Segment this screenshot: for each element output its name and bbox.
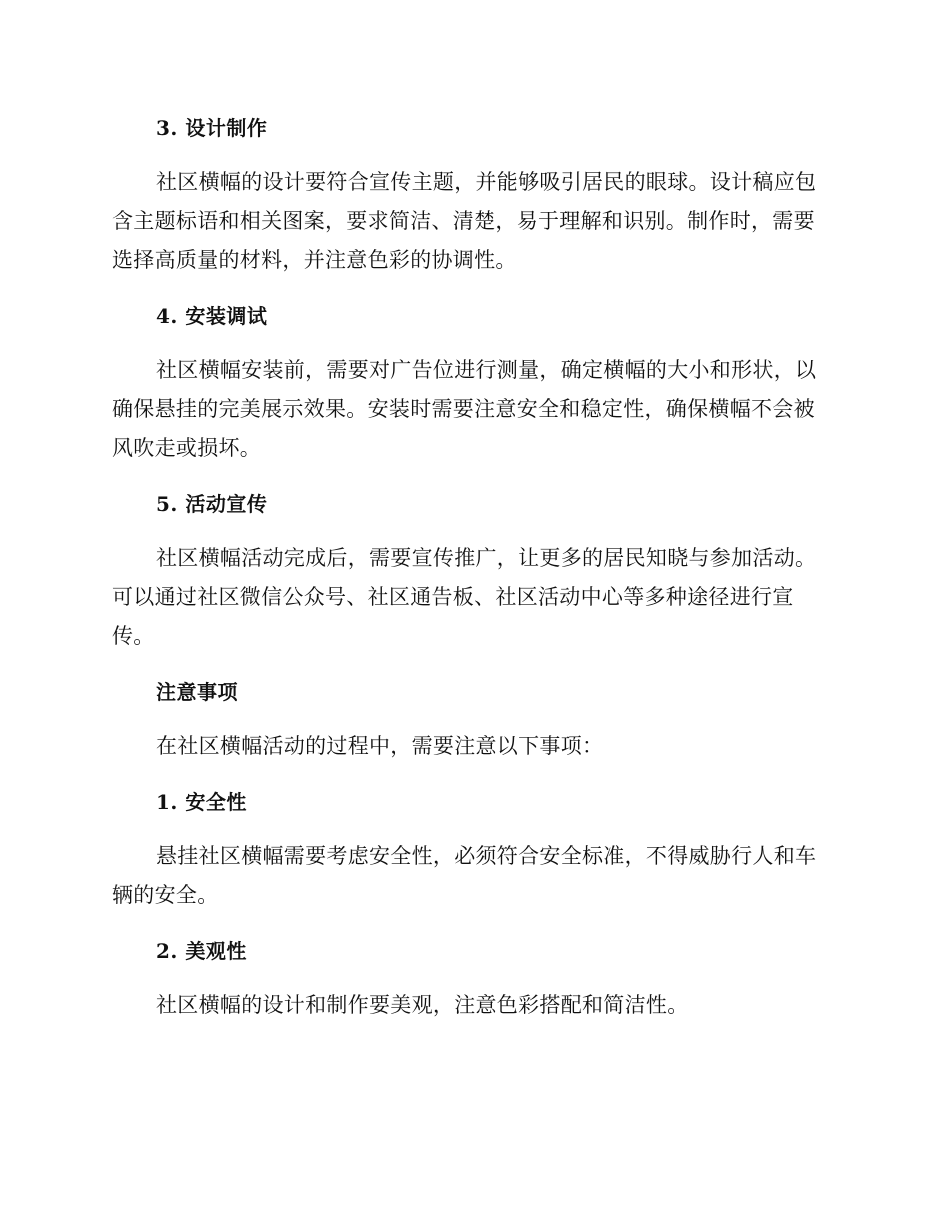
section-heading-aesthetics: 2. 美观性 — [156, 939, 247, 963]
section-paragraph-safety: 悬挂社区横幅需要考虑安全性，必须符合安全标准，不得威胁行人和车辆的安全。 — [112, 844, 817, 907]
section-paragraph-promotion: 社区横幅活动完成后，需要宣传推广，让更多的居民知晓与参加活动。可以通过社区微信公众号、社区通告板、社区活动中心等多种途径进行宣传。 — [112, 546, 817, 648]
section-heading-notes: 注意事项 — [156, 680, 238, 704]
section-heading-install: 4. 安装调试 — [156, 304, 268, 328]
section-paragraph-install: 社区横幅安装前，需要对广告位进行测量，确定横幅的大小和形状，以确保悬挂的完美展示效果。安装时需要注意安全和稳定性，确保横幅不会被风吹走或损坏。 — [112, 358, 817, 460]
section-heading-promotion: 5. 活动宣传 — [156, 492, 268, 516]
section-heading-design: 3. 设计制作 — [156, 116, 268, 140]
section-heading-safety: 1. 安全性 — [156, 790, 247, 814]
section-paragraph-aesthetics: 社区横幅的设计和制作要美观，注意色彩搭配和简洁性。 — [156, 993, 689, 1017]
document-page — [112, 108, 832, 1025]
section-paragraph-design: 社区横幅的设计要符合宣传主题，并能够吸引居民的眼球。设计稿应包含主题标语和相关图案，要求简洁、清楚，易于理解和识别。制作时，需要选择高质量的材料，并注意色彩的协调性。 — [112, 170, 817, 272]
section-paragraph-notes: 在社区横幅活动的过程中，需要注意以下事项： — [156, 734, 604, 758]
